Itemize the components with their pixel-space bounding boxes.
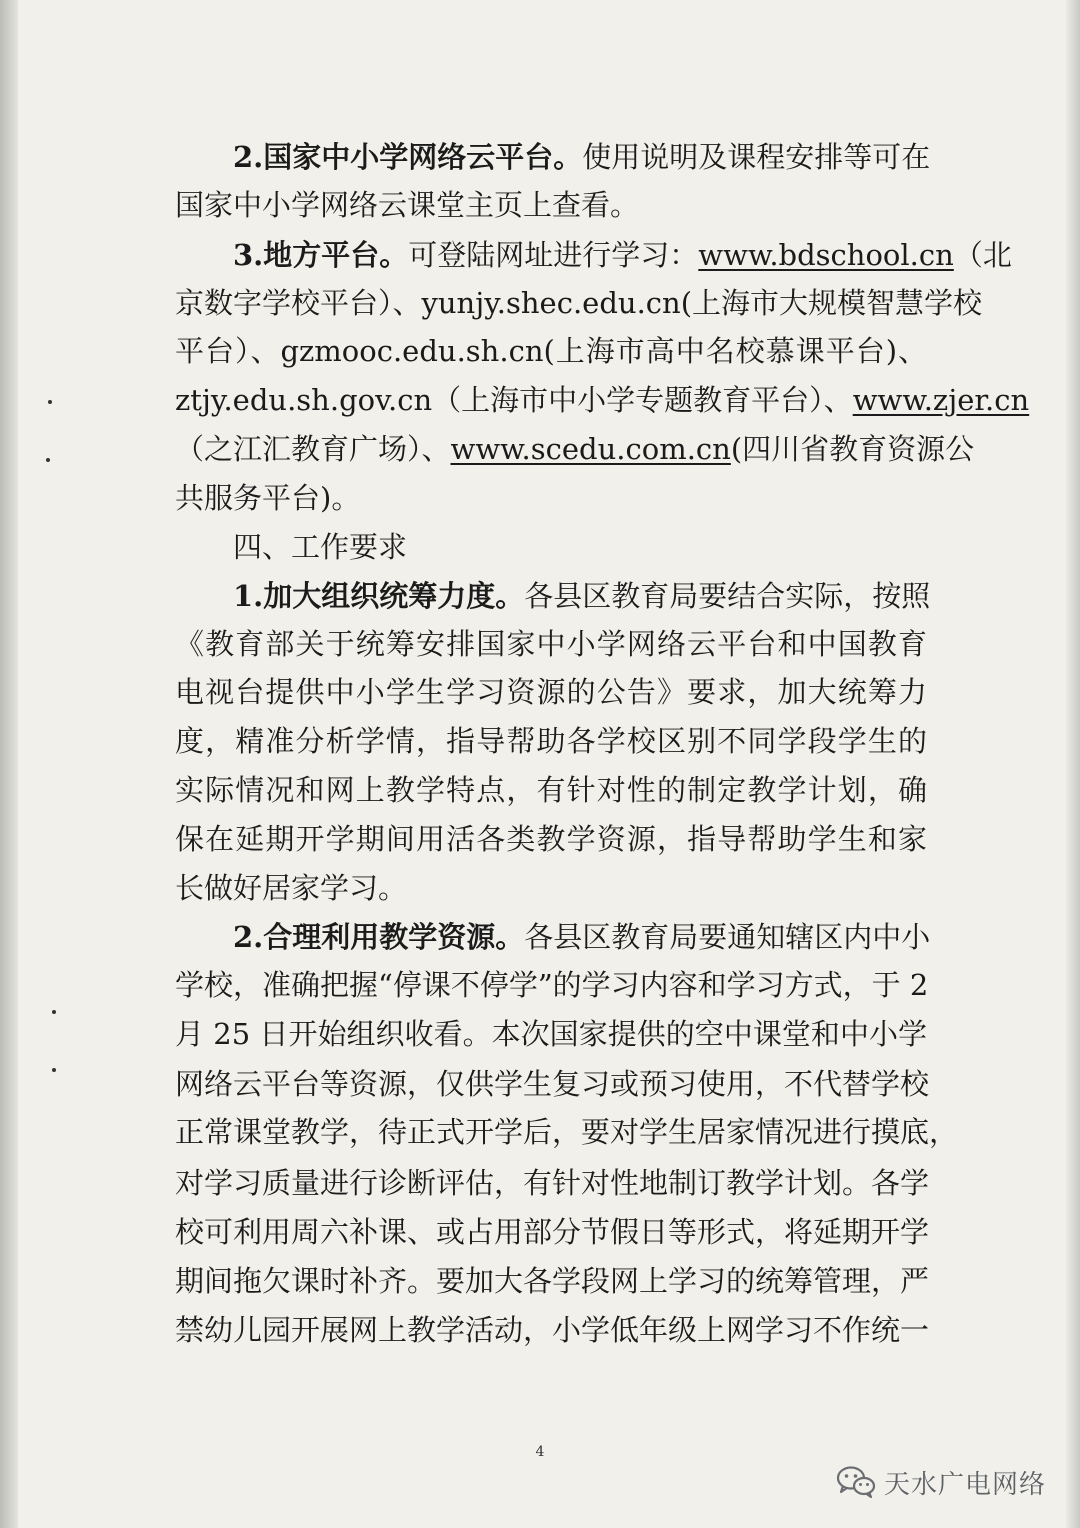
text-span: 四、工作要求 xyxy=(233,530,408,564)
text-line xyxy=(175,279,983,328)
text-span: 《教育部关于统筹安排国家中小学网络云平台和中国教育 xyxy=(175,627,927,661)
url-text: www.bdschool.cn xyxy=(698,238,954,272)
bold-heading-text: 2.国家中小学网络云平台。 xyxy=(233,140,583,174)
text-line xyxy=(175,1108,959,1157)
text-line xyxy=(175,376,1030,425)
scan-speck xyxy=(48,400,52,404)
text-line xyxy=(175,1010,927,1059)
text-span: 长做好居家学习。 xyxy=(175,871,408,905)
text-line xyxy=(175,1060,930,1109)
text-line xyxy=(175,717,927,766)
text-line xyxy=(233,133,931,182)
text-line xyxy=(175,181,927,230)
text-line xyxy=(233,572,931,621)
text-line xyxy=(233,523,927,572)
text-line xyxy=(175,1257,930,1306)
scan-speck xyxy=(52,1010,56,1014)
url-text: www.zjer.cn xyxy=(852,383,1030,417)
text-line xyxy=(175,961,927,1010)
text-line xyxy=(175,474,927,523)
text-line xyxy=(175,766,927,815)
bold-heading-text: 2.合理利用教学资源。 xyxy=(233,920,525,954)
text-line xyxy=(233,231,1012,280)
wechat-icon xyxy=(836,1465,876,1499)
text-line xyxy=(175,327,927,376)
text-span: ztjy.edu.sh.gov.cn（上海市中小学专题教育平台）、 xyxy=(175,383,853,417)
text-span: 校可利用周六补课、或占用部分节假日等形式，将延期开学 xyxy=(175,1215,930,1249)
watermark-text: 天水广电网络 xyxy=(884,1469,1047,1500)
text-line xyxy=(175,425,975,474)
scan-speck xyxy=(52,1068,56,1072)
scan-speck xyxy=(46,458,50,462)
bold-heading-text: 3.地方平台。 xyxy=(233,238,409,272)
text-span: 保在延期开学期间用活各类教学资源，指导帮助学生和家 xyxy=(175,822,927,856)
text-span: 各县区教育局要结合实际，按照 xyxy=(524,579,931,613)
scan-edge-right xyxy=(1066,0,1080,1528)
text-span: 共服务平台)。 xyxy=(175,481,361,515)
text-span: 实际情况和网上教学特点，有针对性的制定教学计划，确 xyxy=(175,773,927,807)
text-span: 平台）、gzmooc.edu.sh.cn(上海市高中名校慕课平台)、 xyxy=(175,334,927,368)
text-line xyxy=(175,864,927,913)
text-line xyxy=(233,913,931,962)
text-span: 国家中小学网络云课堂主页上查看。 xyxy=(175,188,640,222)
text-line xyxy=(175,815,927,864)
text-line xyxy=(175,1208,930,1257)
text-line xyxy=(175,668,927,717)
text-span: 月 25 日开始组织收看。本次国家提供的空中课堂和中小学 xyxy=(175,1017,927,1051)
text-span: 电视台提供中小学生学习资源的公告》要求，加大统筹力 xyxy=(175,675,927,709)
text-span: 使用说明及课程安排等可在 xyxy=(582,140,931,174)
text-span: （之江汇教育广场）、 xyxy=(175,432,451,466)
text-span: 京数字学校平台）、yunjy.shec.edu.cn(上海市大规模智慧学校 xyxy=(175,286,983,320)
text-line xyxy=(175,1159,930,1208)
url-text: www.scedu.com.cn xyxy=(450,432,731,466)
text-span: 学校，准确把握“停课不停学”的学习内容和学习方式，于 2 xyxy=(175,968,929,1002)
text-span: 正常课堂教学，待正式开学后，要对学生居家情况进行摸底， xyxy=(175,1115,959,1149)
text-span: 各县区教育局要通知辖区内中小 xyxy=(524,920,931,954)
watermark xyxy=(836,1460,1046,1504)
text-span: 度，精准分析学情，指导帮助各学校区别不同学段学生的 xyxy=(175,724,927,758)
text-line xyxy=(175,620,927,669)
text-span: 对学习质量进行诊断评估，有针对性地制订教学计划。各学 xyxy=(175,1166,930,1200)
text-span: （北 xyxy=(953,238,1012,272)
scan-edge-left xyxy=(0,0,18,1528)
text-span: (四川省教育资源公 xyxy=(730,432,975,466)
text-span: 网络云平台等资源，仅供学生复习或预习使用，不代替学校 xyxy=(175,1067,930,1101)
bold-heading-text: 1.加大组织统筹力度。 xyxy=(233,579,525,613)
text-span: 可登陆网址进行学习： xyxy=(408,238,699,272)
page-number: 4 xyxy=(535,1444,545,1460)
text-line xyxy=(175,1306,930,1355)
text-span: 期间拖欠课时补齐。要加大各学段网上学习的统筹管理，严 xyxy=(175,1264,930,1298)
text-span: 禁幼儿园开展网上教学活动，小学低年级上网学习不作统一 xyxy=(175,1313,930,1347)
